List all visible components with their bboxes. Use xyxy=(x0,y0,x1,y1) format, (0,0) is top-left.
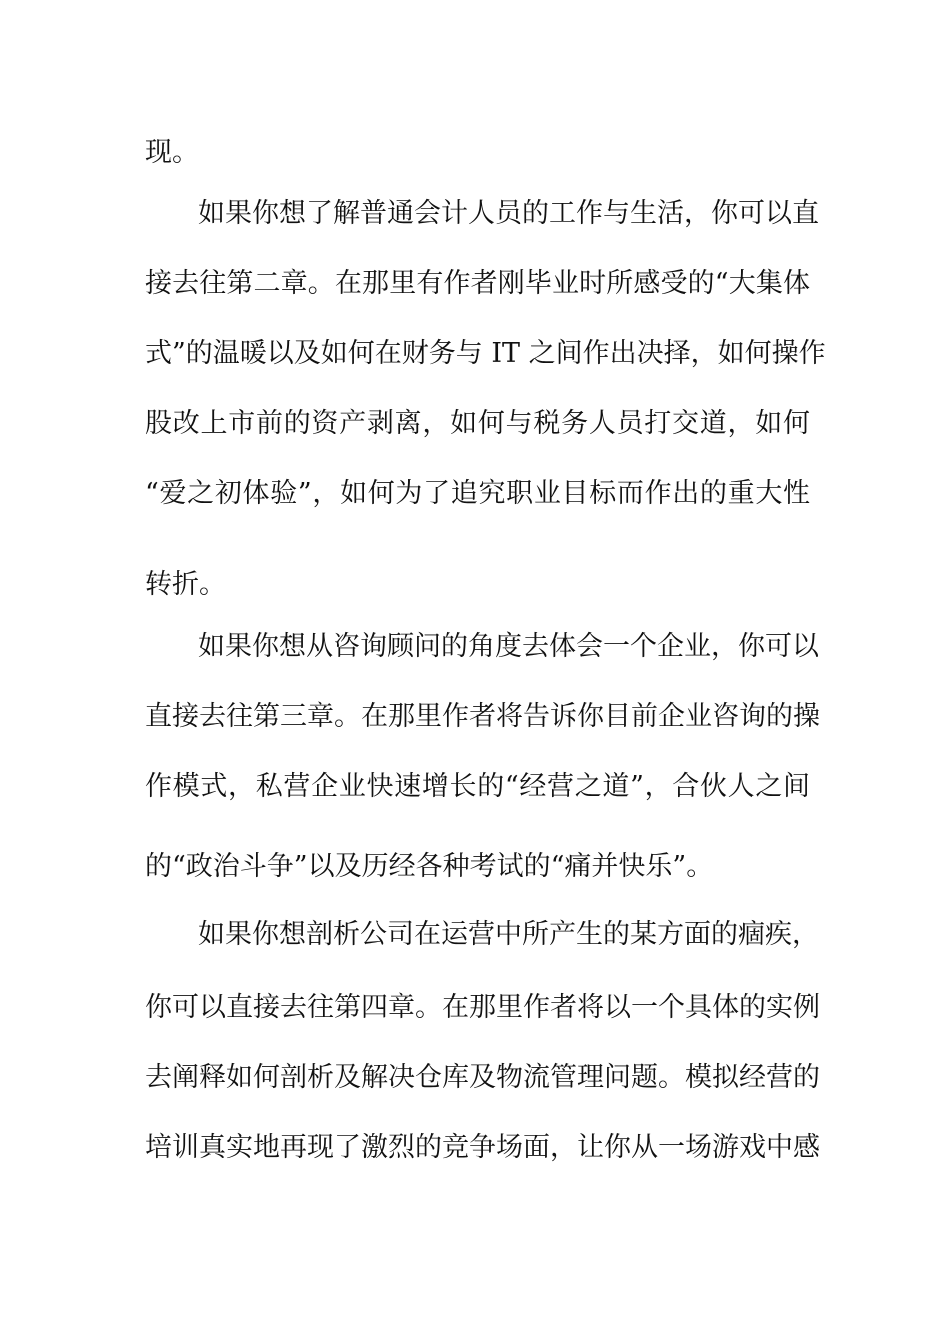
text-line: 股改上市前的资产剥离，如何与税务人员打交道，如何 xyxy=(145,408,810,439)
text-line: 式”的温暖以及如何在财务与 IT 之间作出决择，如何操作 xyxy=(145,338,826,369)
text-line: 作模式，私营企业快速增长的“经营之道”，合伙人之间 xyxy=(145,771,810,802)
paragraph-first-line: 如果你想从咨询顾问的角度去体会一个企业，你可以 xyxy=(198,631,819,662)
text-line: 接去往第二章。在那里有作者刚毕业时所感受的“大集体 xyxy=(145,268,810,299)
paragraph-first-line: 如果你想了解普通会计人员的工作与生活，你可以直 xyxy=(198,198,819,229)
text-line: 的“政治斗争”以及历经各种考试的“痛并快乐”。 xyxy=(145,851,714,882)
text-line: 去阐释如何剖析及解决仓库及物流管理问题。模拟经营的 xyxy=(145,1062,820,1093)
text-line: 培训真实地再现了激烈的竞争场面，让你从一场游戏中感 xyxy=(145,1132,820,1163)
text-line: 直接去往第三章。在那里作者将告诉你目前企业咨询的操 xyxy=(145,701,820,732)
text-line: “爱之初体验”，如何为了追究职业目标而作出的重大性 xyxy=(145,478,810,509)
text-line: 你可以直接去往第四章。在那里作者将以一个具体的实例 xyxy=(145,992,820,1023)
paragraph-first-line: 如果你想剖析公司在运营中所产生的某方面的痼疾， xyxy=(198,919,819,950)
text-line: 转折。 xyxy=(145,569,226,600)
text-line: 现。 xyxy=(145,137,199,168)
